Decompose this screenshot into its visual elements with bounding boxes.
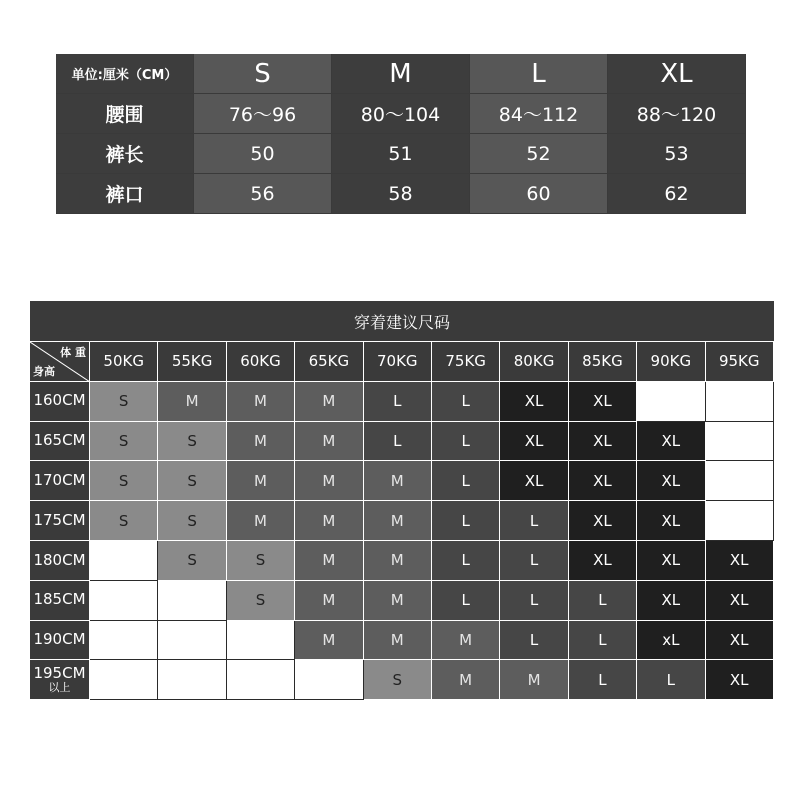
- size-cell: L: [500, 621, 568, 661]
- size-cell: [158, 660, 226, 700]
- size-cell: L: [500, 501, 568, 541]
- size-cell: [158, 581, 226, 621]
- size-cell: [227, 621, 295, 661]
- recommendation-title: 穿着建议尺码: [30, 301, 774, 342]
- size-cell: M: [500, 660, 568, 700]
- size-cell: M: [364, 581, 432, 621]
- size-cell: XL: [637, 541, 705, 581]
- height-value: 185CM: [33, 590, 86, 609]
- size-cell: XL: [569, 382, 637, 422]
- weight-header: 55KG: [158, 342, 226, 382]
- height-header: [30, 382, 90, 422]
- size-cell: S: [90, 501, 158, 541]
- size-cell: XL: [569, 541, 637, 581]
- size-cell: M: [432, 621, 500, 661]
- height-header: [30, 660, 90, 700]
- size-header-l: L: [470, 54, 608, 94]
- size-cell: [706, 422, 774, 462]
- size-cell: [90, 660, 158, 700]
- weight-header: 95KG: [706, 342, 774, 382]
- size-cell: L: [432, 422, 500, 462]
- size-cell: L: [500, 541, 568, 581]
- length-m: 51: [332, 134, 470, 174]
- size-header-s: S: [194, 54, 332, 94]
- height-header: [30, 461, 90, 501]
- waist-s: 76～96: [194, 94, 332, 134]
- size-header-xl: XL: [608, 54, 746, 94]
- size-cell: M: [227, 382, 295, 422]
- size-header-m: M: [332, 54, 470, 94]
- size-cell: S: [227, 581, 295, 621]
- corner-height-label: 身高: [33, 364, 55, 378]
- size-cell: [706, 382, 774, 422]
- size-cell: [227, 660, 295, 700]
- height-value: 180CM: [33, 550, 86, 569]
- size-cell: M: [364, 501, 432, 541]
- length-xl: 53: [608, 134, 746, 174]
- size-cell: XL: [500, 382, 568, 422]
- height-value: 195CM: [33, 664, 86, 683]
- size-cell: M: [295, 581, 363, 621]
- recommendation-grid: [30, 342, 774, 700]
- size-cell: [706, 501, 774, 541]
- size-cell: S: [90, 382, 158, 422]
- length-s: 50: [194, 134, 332, 174]
- size-cell: XL: [637, 422, 705, 462]
- size-cell: L: [432, 541, 500, 581]
- size-cell: M: [295, 422, 363, 462]
- size-cell: L: [432, 382, 500, 422]
- size-cell: L: [500, 581, 568, 621]
- size-cell: XL: [706, 541, 774, 581]
- waist-xl: 88～120: [608, 94, 746, 134]
- size-recommendation-table: [30, 301, 774, 701]
- size-cell: [637, 382, 705, 422]
- size-cell: S: [158, 541, 226, 581]
- size-cell: [158, 621, 226, 661]
- weight-header: 65KG: [295, 342, 363, 382]
- height-header: [30, 422, 90, 462]
- size-cell: S: [364, 660, 432, 700]
- size-cell: L: [637, 660, 705, 700]
- size-cell: xL: [637, 621, 705, 661]
- size-cell: L: [569, 660, 637, 700]
- size-cell: S: [90, 422, 158, 462]
- size-cell: M: [295, 461, 363, 501]
- size-cell: [706, 461, 774, 501]
- height-header: [30, 501, 90, 541]
- size-cell: S: [158, 422, 226, 462]
- row-label-length: 裤长: [56, 134, 194, 174]
- size-cell: XL: [637, 581, 705, 621]
- size-cell: [90, 541, 158, 581]
- unit-label: 单位:厘米（CM）: [56, 54, 194, 94]
- size-cell: M: [158, 382, 226, 422]
- size-cell: M: [364, 461, 432, 501]
- corner-header: [30, 342, 90, 382]
- height-value: 160CM: [33, 391, 86, 410]
- size-cell: S: [158, 501, 226, 541]
- size-cell: M: [364, 621, 432, 661]
- size-cell: M: [227, 461, 295, 501]
- weight-header: 70KG: [364, 342, 432, 382]
- size-cell: L: [432, 501, 500, 541]
- size-cell: S: [158, 461, 226, 501]
- weight-header: 80KG: [500, 342, 568, 382]
- size-cell: XL: [500, 461, 568, 501]
- size-cell: XL: [706, 621, 774, 661]
- size-cell: XL: [706, 660, 774, 700]
- weight-header: 85KG: [569, 342, 637, 382]
- size-cell: L: [364, 382, 432, 422]
- size-cell: XL: [569, 422, 637, 462]
- size-cell: M: [364, 541, 432, 581]
- hem-s: 56: [194, 174, 332, 214]
- height-value: 165CM: [33, 431, 86, 450]
- length-l: 52: [470, 134, 608, 174]
- corner-weight-label: 体 重: [60, 346, 86, 359]
- row-label-hem: 裤口: [56, 174, 194, 214]
- size-cell: M: [295, 382, 363, 422]
- size-cell: XL: [637, 501, 705, 541]
- weight-header: 90KG: [637, 342, 705, 382]
- row-label-waist: 腰围: [56, 94, 194, 134]
- size-cell: M: [227, 422, 295, 462]
- waist-l: 84～112: [470, 94, 608, 134]
- size-cell: S: [90, 461, 158, 501]
- size-cell: XL: [569, 461, 637, 501]
- size-cell: M: [295, 541, 363, 581]
- size-cell: XL: [706, 581, 774, 621]
- measurement-table: [56, 54, 746, 214]
- height-header: [30, 541, 90, 581]
- height-value: 170CM: [33, 470, 86, 489]
- size-cell: M: [227, 501, 295, 541]
- size-cell: S: [227, 541, 295, 581]
- hem-m: 58: [332, 174, 470, 214]
- size-cell: [90, 621, 158, 661]
- size-cell: L: [432, 581, 500, 621]
- size-cell: XL: [569, 501, 637, 541]
- size-cell: L: [364, 422, 432, 462]
- size-cell: L: [432, 461, 500, 501]
- size-cell: XL: [637, 461, 705, 501]
- size-cell: M: [432, 660, 500, 700]
- size-cell: XL: [500, 422, 568, 462]
- height-subtext: 以上: [48, 680, 71, 694]
- height-value: 190CM: [33, 630, 86, 649]
- height-header: [30, 581, 90, 621]
- waist-m: 80～104: [332, 94, 470, 134]
- hem-l: 60: [470, 174, 608, 214]
- size-cell: L: [569, 621, 637, 661]
- size-cell: [295, 660, 363, 700]
- hem-xl: 62: [608, 174, 746, 214]
- size-cell: M: [295, 621, 363, 661]
- size-cell: M: [295, 501, 363, 541]
- weight-header: 60KG: [227, 342, 295, 382]
- weight-header: 75KG: [432, 342, 500, 382]
- height-value: 175CM: [33, 510, 86, 529]
- size-cell: L: [569, 581, 637, 621]
- weight-header: 50KG: [90, 342, 158, 382]
- size-cell: [90, 581, 158, 621]
- height-header: [30, 621, 90, 661]
